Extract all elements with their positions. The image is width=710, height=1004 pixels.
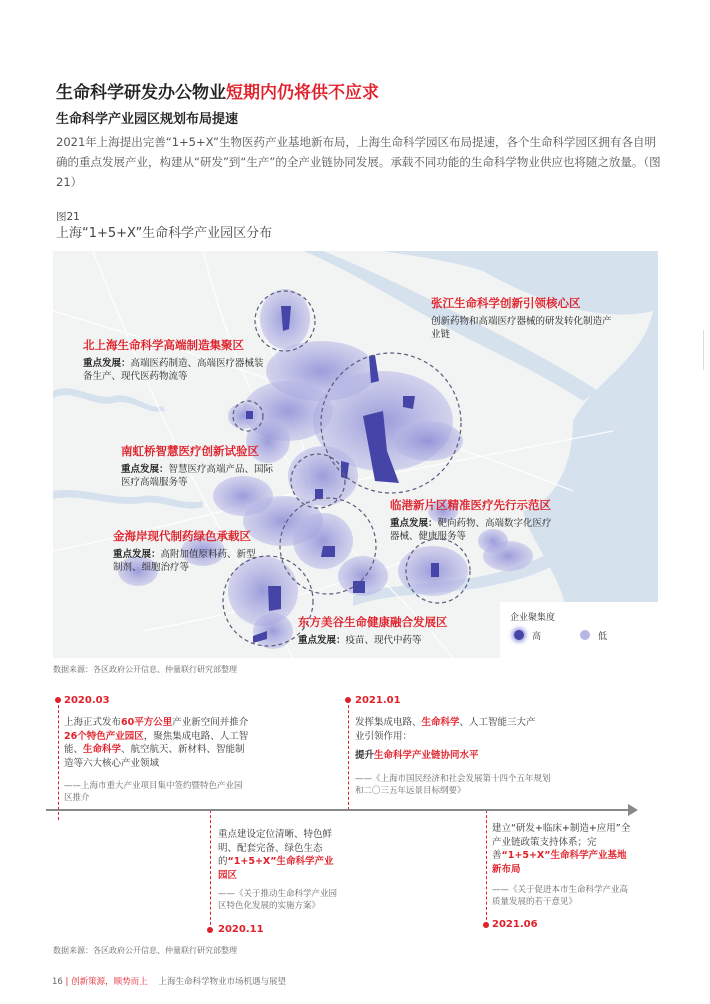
zone-desc: 重点发展：疫苗、现代中药等 (298, 635, 422, 646)
event-year: 2021.01 (355, 695, 401, 706)
lake-area (53, 388, 165, 412)
zone-title: 临港新片区精准医疗先行示范区 (390, 498, 551, 512)
timeline-connector-4 (486, 810, 488, 925)
timeline-dot (55, 697, 61, 703)
event-year: 2020.03 (64, 695, 110, 706)
zone-zhangjiang (431, 295, 616, 341)
page-number: 16 (52, 977, 63, 987)
map-source: 数据来源：各区政府公开信息、仲量联行研究部整理 (53, 665, 237, 674)
legend-high-label: 高 (532, 632, 542, 642)
zone-desc: 重点发展：高附加值原料药、新型制剂、细胞治疗等 (113, 549, 256, 573)
timeline-connector-1 (58, 700, 60, 820)
event-quote: ——上海市重大产业项目集中签约暨特色产业园区推介 (64, 781, 243, 803)
river-area (53, 490, 203, 509)
event-quote: ——《关于推动生命科学产业园区特色化发展的实施方案》 (218, 889, 338, 911)
timeline-dot (207, 927, 213, 933)
footer-section: 创新策源，顺势而上 (71, 977, 148, 987)
zone-lingang (390, 497, 555, 543)
legend-title: 企业聚集度 (510, 613, 556, 623)
event-text: 发挥集成电路、生命科学、人工智能三大产业引领作用： (355, 717, 536, 742)
map-legend (500, 602, 658, 658)
zone-north-shanghai (83, 337, 268, 383)
event-text: 建立“研发+临床+制造+应用”全产业链政策支持体系；完善“1+5+X”生命科学产业基地新布局 (492, 823, 631, 875)
event-text-line2: 提升生命科学产业链协同水平 (355, 750, 479, 761)
page-footer: 16 | 创新策源，顺势而上 上海生命科学物业市场机遇与展望 (52, 977, 286, 987)
figure-title: 上海“1+5+X”生命科学产业园区分布 (56, 226, 273, 241)
timeline-dot (345, 697, 351, 703)
side-divider (703, 330, 704, 370)
event-quote: ——《关于促进本市生命科学产业高质量发展的若干意见》 (492, 885, 629, 907)
zone-title: 东方美谷生命健康融合发展区 (298, 615, 448, 629)
event-text: 上海正式发布60平方公里产业新空间并推介26个特色产业园区，聚焦集成电路、人工智能、生命科学、航空航天、新材料、智能制造等六大核心产业领域 (64, 717, 249, 769)
zone-title: 北上海生命科学高端制造集聚区 (83, 338, 244, 352)
page-title (56, 78, 379, 103)
figure-label: 图21 (56, 211, 80, 223)
page-title-highlight: 短期内仍将供不应求 (226, 83, 379, 103)
timeline-connector-3 (210, 810, 212, 930)
intro-paragraph: 2021年上海提出完善“1+5+X”生物医药产业基地新布局，上海生命科学园区布局提速，各个生命科学园区拥有各自明确的重点发展产业，构建从“研发”到“生产”的全产业链协同发展。承载不同功能的生命科学物业供应也将随之放量。（图21） (56, 135, 661, 189)
legend-low-swatch (580, 630, 590, 640)
event-year: 2021.06 (492, 919, 538, 930)
event-text: 重点建设定位清晰、特色鲜明、配套完备、绿色生态的“1+5+X”生命科学产业园区 (218, 829, 334, 881)
timeline-source: 数据来源：各区政府公开信息、仲量联行研究部整理 (53, 946, 237, 955)
zone-desc: 重点发展：高端医药制造、高端医疗器械装备生产、现代医药物流等 (83, 358, 264, 382)
shanghai-map (53, 251, 658, 658)
zone-oriental-beauty-valley (298, 614, 498, 647)
event-quote: ——《上海市国民经济和社会发展第十四个五年规划和二〇三五年远景目标纲要》 (355, 774, 551, 796)
zone-south-hongqiao (121, 443, 276, 489)
zone-title: 张江生命科学创新引领核心区 (431, 296, 581, 310)
zone-title: 南虹桥智慧医疗创新试验区 (121, 444, 259, 458)
timeline-dot (483, 922, 489, 928)
legend-high-swatch (514, 630, 524, 640)
zone-desc: 重点发展：智慧医疗高端产品、国际医疗高端服务等 (121, 464, 274, 488)
page-title-main: 生命科学研发办公物业 (56, 83, 226, 103)
zone-desc: 重点发展：靶向药物、高端数字化医疗器械、健康服务等 (390, 518, 552, 542)
timeline-axis (46, 809, 630, 811)
zone-title: 金海岸现代制药绿色承载区 (113, 529, 251, 543)
zone-desc: 创新药物和高端医疗器械的研发转化制造产业链 (431, 316, 612, 340)
footer-doc-title: 上海生命科学物业市场机遇与展望 (158, 977, 286, 987)
section-subtitle: 生命科学产业园区规划布局提速 (56, 112, 239, 127)
zone-golden-coast (113, 528, 258, 574)
legend-low-label: 低 (598, 632, 608, 642)
timeline-connector-2 (348, 700, 350, 810)
timeline-arrow-icon (628, 804, 638, 816)
event-year: 2020.11 (218, 924, 264, 935)
